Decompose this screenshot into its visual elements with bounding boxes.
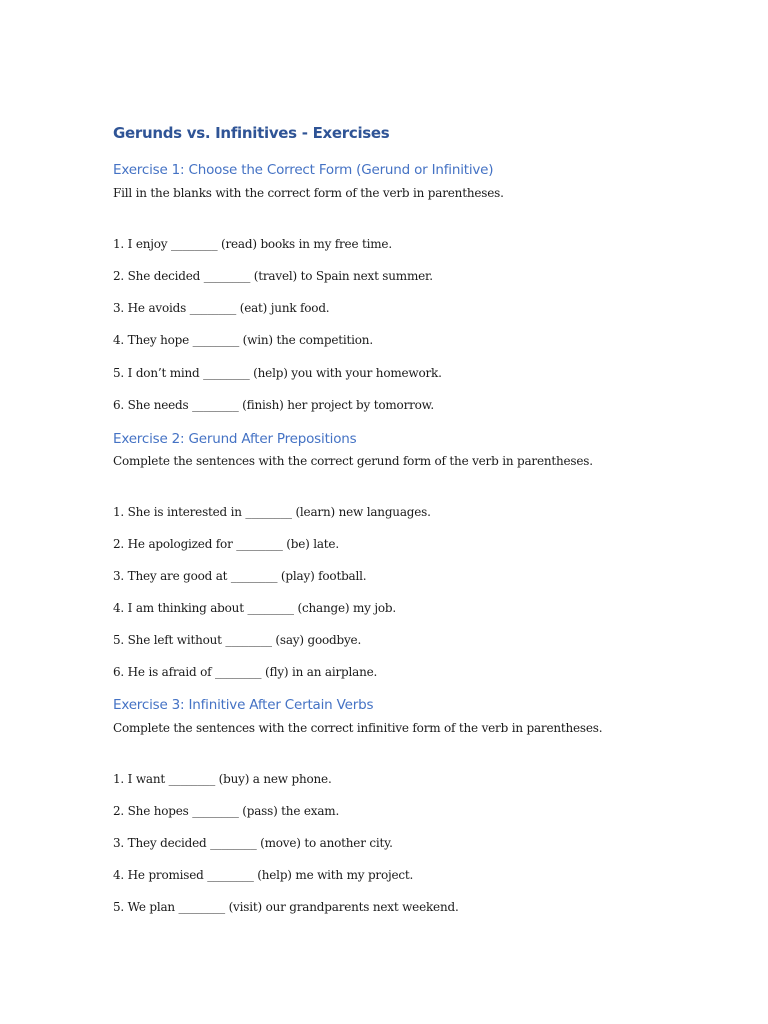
exercise-1-item: 4. They hope ________ (win) the competition.	[113, 333, 373, 347]
exercise-1-item: 2. She decided ________ (travel) to Spain next summer.	[113, 269, 433, 283]
exercise-1-item: 6. She needs ________ (finish) her project by tomorrow.	[113, 398, 434, 412]
exercise-1-heading: Exercise 1: Choose the Correct Form (Gerund or Infinitive)	[113, 162, 494, 178]
exercise-1-item: 1. I enjoy ________ (read) books in my free time.	[113, 237, 392, 251]
exercise-3-item: 2. She hopes ________ (pass) the exam.	[113, 804, 340, 818]
exercise-2-instruction: Complete the sentences with the correct gerund form of the verb in parentheses.	[113, 454, 593, 468]
exercise-2-item: 4. I am thinking about ________ (change) my job.	[113, 601, 396, 615]
exercise-2-item: 3. They are good at ________ (play) football.	[113, 569, 367, 583]
document-title: Gerunds vs. Infinitives - Exercises	[113, 124, 390, 142]
exercise-3-item: 1. I want ________ (buy) a new phone.	[113, 772, 332, 786]
exercise-2-item: 5. She left without ________ (say) goodbye.	[113, 633, 362, 647]
exercise-3-item: 4. He promised ________ (help) me with my project.	[113, 868, 414, 882]
exercise-3-item: 3. They decided ________ (move) to another city.	[113, 836, 393, 850]
exercise-1-instruction: Fill in the blanks with the correct form of the verb in parentheses.	[113, 186, 504, 200]
exercise-3-heading: Exercise 3: Infinitive After Certain Verbs	[113, 697, 374, 713]
exercise-2-item: 6. He is afraid of ________ (fly) in an airplane.	[113, 665, 378, 679]
exercise-3-instruction: Complete the sentences with the correct infinitive form of the verb in parentheses.	[113, 721, 603, 735]
exercise-2-item: 2. He apologized for ________ (be) late.	[113, 537, 339, 551]
exercise-1-item: 5. I don’t mind ________ (help) you with your homework.	[113, 366, 442, 380]
exercise-2-heading: Exercise 2: Gerund After Prepositions	[113, 431, 357, 447]
exercise-1-item: 3. He avoids ________ (eat) junk food.	[113, 301, 330, 315]
exercise-3-item: 5. We plan ________ (visit) our grandparents next weekend.	[113, 900, 459, 914]
exercise-2-item: 1. She is interested in ________ (learn) new languages.	[113, 505, 431, 519]
